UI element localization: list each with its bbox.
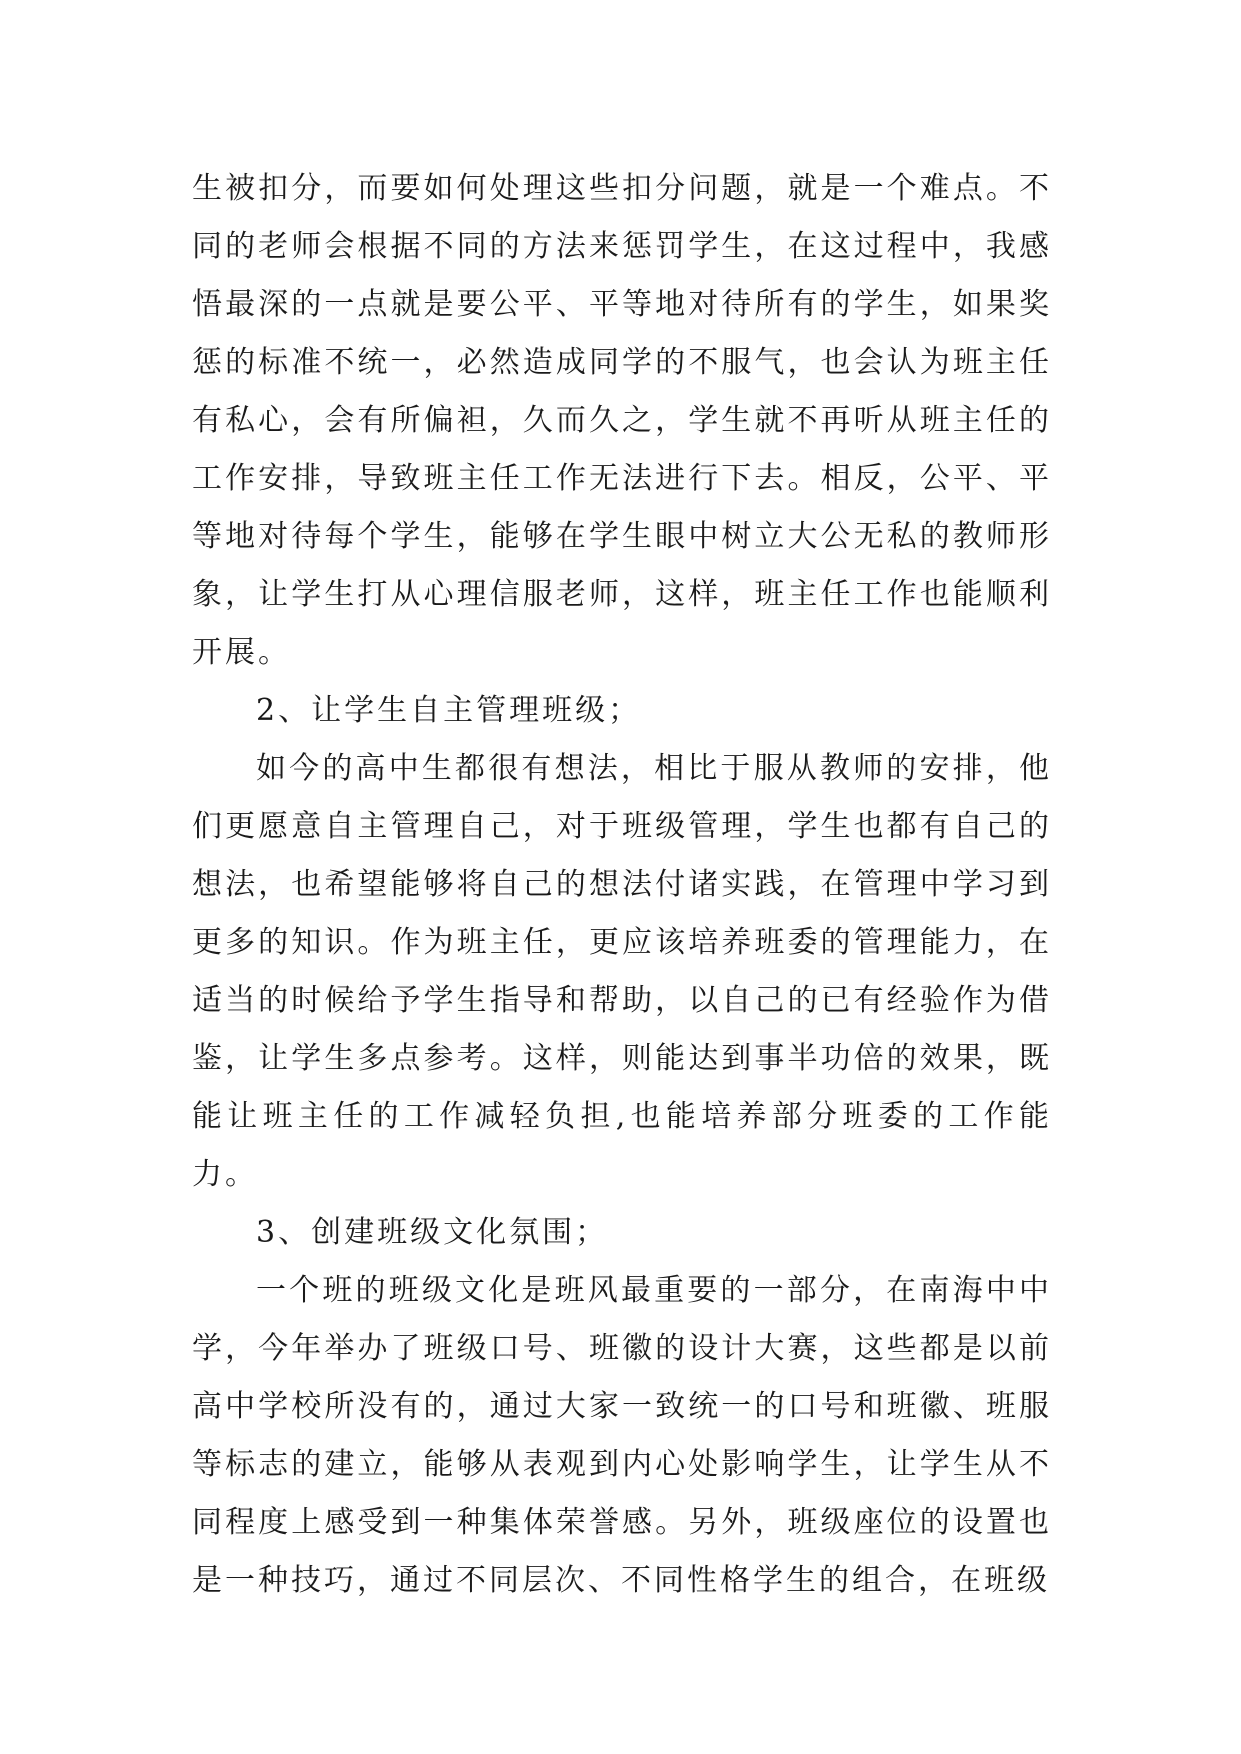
heading-self-management: 2、让学生自主管理班级； bbox=[256, 693, 642, 728]
paragraph-class-culture: 一个班的班级文化是班风最重要的一部分，在南海中中学，今年举办了班级口号、班徽的设计大赛，这些都是以前高中学校所没有的，通过大家一致统一的口号和班徽、班服等标志的建立，能够从表观到内心处影响学生，让学生从不同程度上感受到一种集体荣誉感。另外，班级座位的设置也是一种技巧，通过不同层次、不同性格学生的组合，在班级 bbox=[192, 1273, 1052, 1598]
paragraph-self-management: 如今的高中生都很有想法，相比于服从教师的安排，他们更愿意自主管理自己，对于班级管理，学生也都有自己的想法，也希望能够将自己的想法付诸实践，在管理中学习到更多的知识。作为班主任，更应该培养班委的管理能力，在适当的时候给予学生指导和帮助，以自己的已有经验作为借鉴，让学生多点参考。这样，则能达到事半功倍的效果，既能让班主任的工作减轻负担,也能培养部分班委的工作能力。 bbox=[192, 751, 1052, 1192]
heading-class-culture: 3、创建班级文化氛围； bbox=[256, 1215, 609, 1250]
paragraph-fairness: 生被扣分，而要如何处理这些扣分问题，就是一个难点。不同的老师会根据不同的方法来惩罚学生，在这过程中，我感悟最深的一点就是要公平、平等地对待所有的学生，如果奖惩的标准不统一，必然造成同学的不服气，也会认为班主任有私心，会有所偏袒，久而久之，学生就不再听从班主任的工作安排，导致班主任工作无法进行下去。相反，公平、平等地对待每个学生，能够在学生眼中树立大公无私的教师形象，让学生打从心理信服老师，这样，班主任工作也能顺利开展。 bbox=[192, 171, 1052, 670]
document-body bbox=[192, 160, 1052, 1610]
